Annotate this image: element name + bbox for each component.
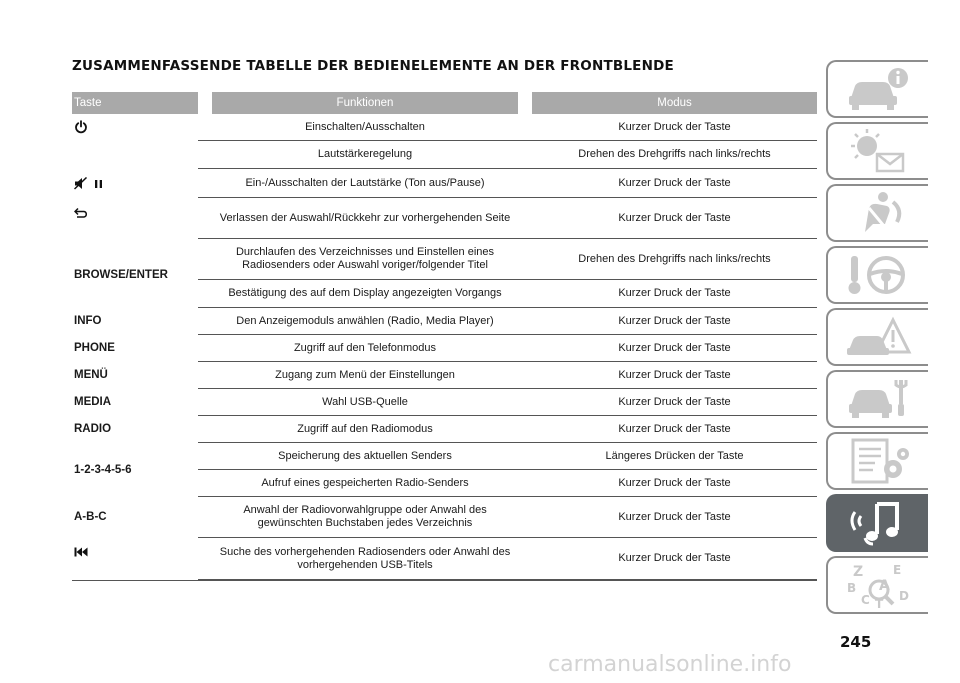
back-icon	[74, 207, 198, 218]
table-row	[72, 538, 817, 580]
car-maintenance-wrench-icon	[843, 374, 913, 424]
function-cell: Suche des vorhergehenden Radiosenders oder Anwahl des vorhergehenden USB-Titels	[198, 538, 518, 580]
mode-cell: Kurzer Druck der Taste	[518, 362, 817, 389]
tab-safety[interactable]	[826, 184, 928, 242]
tab-car-info[interactable]	[826, 60, 928, 118]
technical-data-gears-icon	[843, 436, 913, 486]
index-letter: A	[879, 578, 890, 594]
key-cell: MEDIA	[74, 396, 112, 408]
controls-table	[72, 92, 817, 581]
function-cell: Zugang zum Menü der Einstellungen	[198, 362, 518, 389]
mode-cell: Drehen des Drehgriffs nach links/rechts	[518, 141, 817, 169]
key-cell: BROWSE/ENTER	[74, 269, 168, 281]
function-cell: Anwahl der Radiovorwahlgruppe oder Anwahl des gewünschten Buchstaben jedes Verzeichnis	[198, 497, 518, 538]
power-icon	[74, 120, 198, 134]
function-cell: Aufruf eines gespeicherten Radio-Senders	[198, 470, 518, 497]
header-key: Taste	[72, 92, 198, 114]
function-cell: Verlassen der Auswahl/Rückkehr zur vorhergehenden Seite	[198, 198, 518, 239]
car-info-icon	[843, 64, 913, 114]
table-row	[72, 497, 817, 538]
table-row	[72, 169, 817, 198]
tab-maintenance[interactable]	[826, 370, 928, 428]
function-cell: Speicherung des aktuellen Senders	[198, 443, 518, 470]
mode-cell: Kurzer Druck der Taste	[518, 308, 817, 335]
table-row	[72, 335, 817, 362]
index-letter: B	[847, 581, 857, 595]
key-cell: PHONE	[74, 342, 115, 354]
mute-pause-icon	[74, 177, 198, 190]
key-cell	[72, 198, 198, 239]
tab-technical-data[interactable]	[826, 432, 928, 490]
table-row	[72, 443, 817, 470]
table-row	[72, 114, 817, 141]
mode-cell: Kurzer Druck der Taste	[518, 114, 817, 141]
previous-track-icon	[74, 547, 198, 557]
function-cell: Bestätigung des auf dem Display angezeigten Vorgangs	[198, 280, 518, 308]
mode-cell: Kurzer Druck der Taste	[518, 335, 817, 362]
table-row	[72, 308, 817, 335]
mode-cell: Kurzer Druck der Taste	[518, 169, 817, 198]
mode-cell: Kurzer Druck der Taste	[518, 470, 817, 497]
function-cell: Durchlaufen des Verzeichnisses und Einstellen eines Radiosenders oder Auswahl voriger/folgender Titel	[198, 239, 518, 280]
key-cell	[72, 538, 198, 580]
warning-lights-message-icon	[843, 126, 913, 176]
car-warning-triangle-icon	[843, 312, 913, 362]
key-cell: INFO	[74, 315, 102, 327]
mode-cell: Kurzer Druck der Taste	[518, 538, 817, 580]
tab-emergency[interactable]	[826, 308, 928, 366]
function-cell: Zugriff auf den Telefonmodus	[198, 335, 518, 362]
mode-cell: Längeres Drücken der Taste	[518, 443, 817, 470]
tab-start-driving[interactable]	[826, 246, 928, 304]
key-cell: A-B-C	[74, 511, 107, 523]
index-letter: E	[893, 563, 902, 577]
table-header-row	[72, 92, 817, 114]
tab-index[interactable]	[826, 556, 928, 614]
mode-cell: Drehen des Drehgriffs nach links/rechts	[518, 239, 817, 280]
function-cell: Zugriff auf den Radiomodus	[198, 416, 518, 443]
mode-cell: Kurzer Druck der Taste	[518, 280, 817, 308]
table-row	[72, 416, 817, 443]
seat-airbag-safety-icon	[843, 188, 913, 238]
page-number: 245	[840, 633, 872, 651]
mode-cell: Kurzer Druck der Taste	[518, 389, 817, 416]
key-cell	[72, 169, 198, 198]
key-cell	[72, 114, 198, 169]
table-row	[72, 198, 817, 239]
table-bottom-rule	[72, 580, 817, 581]
function-cell: Den Anzeigemoduls anwählen (Radio, Media Player)	[198, 308, 518, 335]
mode-cell: Kurzer Druck der Taste	[518, 198, 817, 239]
index-letter: D	[899, 589, 909, 603]
header-mode: Modus	[518, 92, 817, 114]
page-title: ZUSAMMENFASSENDE TABELLE DER BEDIENELEMENTE AN DER FRONTBLENDE	[72, 58, 674, 74]
watermark: carmanualsonline.info	[548, 652, 792, 677]
multimedia-music-phone-icon	[843, 498, 913, 548]
key-cell: MENÜ	[74, 369, 108, 381]
index-letter: C	[861, 593, 870, 607]
function-cell: Einschalten/Ausschalten	[198, 114, 518, 141]
key-cell: 1-2-3-4-5-6	[74, 463, 132, 476]
key-cell: RADIO	[74, 423, 112, 435]
alphabetical-index-icon	[843, 560, 913, 610]
header-function: Funktionen	[198, 92, 518, 114]
tab-multimedia[interactable]	[826, 494, 928, 552]
table-row	[72, 239, 817, 280]
mode-cell: Kurzer Druck der Taste	[518, 416, 817, 443]
function-cell: Ein-/Ausschalten der Lautstärke (Ton aus/Pause)	[198, 169, 518, 198]
index-letter: Z	[853, 564, 864, 580]
index-letter: T	[875, 597, 884, 610]
key-steering-wheel-icon	[843, 250, 913, 300]
table-row	[72, 389, 817, 416]
table-row	[72, 362, 817, 389]
function-cell: Wahl USB-Quelle	[198, 389, 518, 416]
mode-cell: Kurzer Druck der Taste	[518, 497, 817, 538]
function-cell: Lautstärkeregelung	[198, 141, 518, 169]
tab-warning-lights[interactable]	[826, 122, 928, 180]
